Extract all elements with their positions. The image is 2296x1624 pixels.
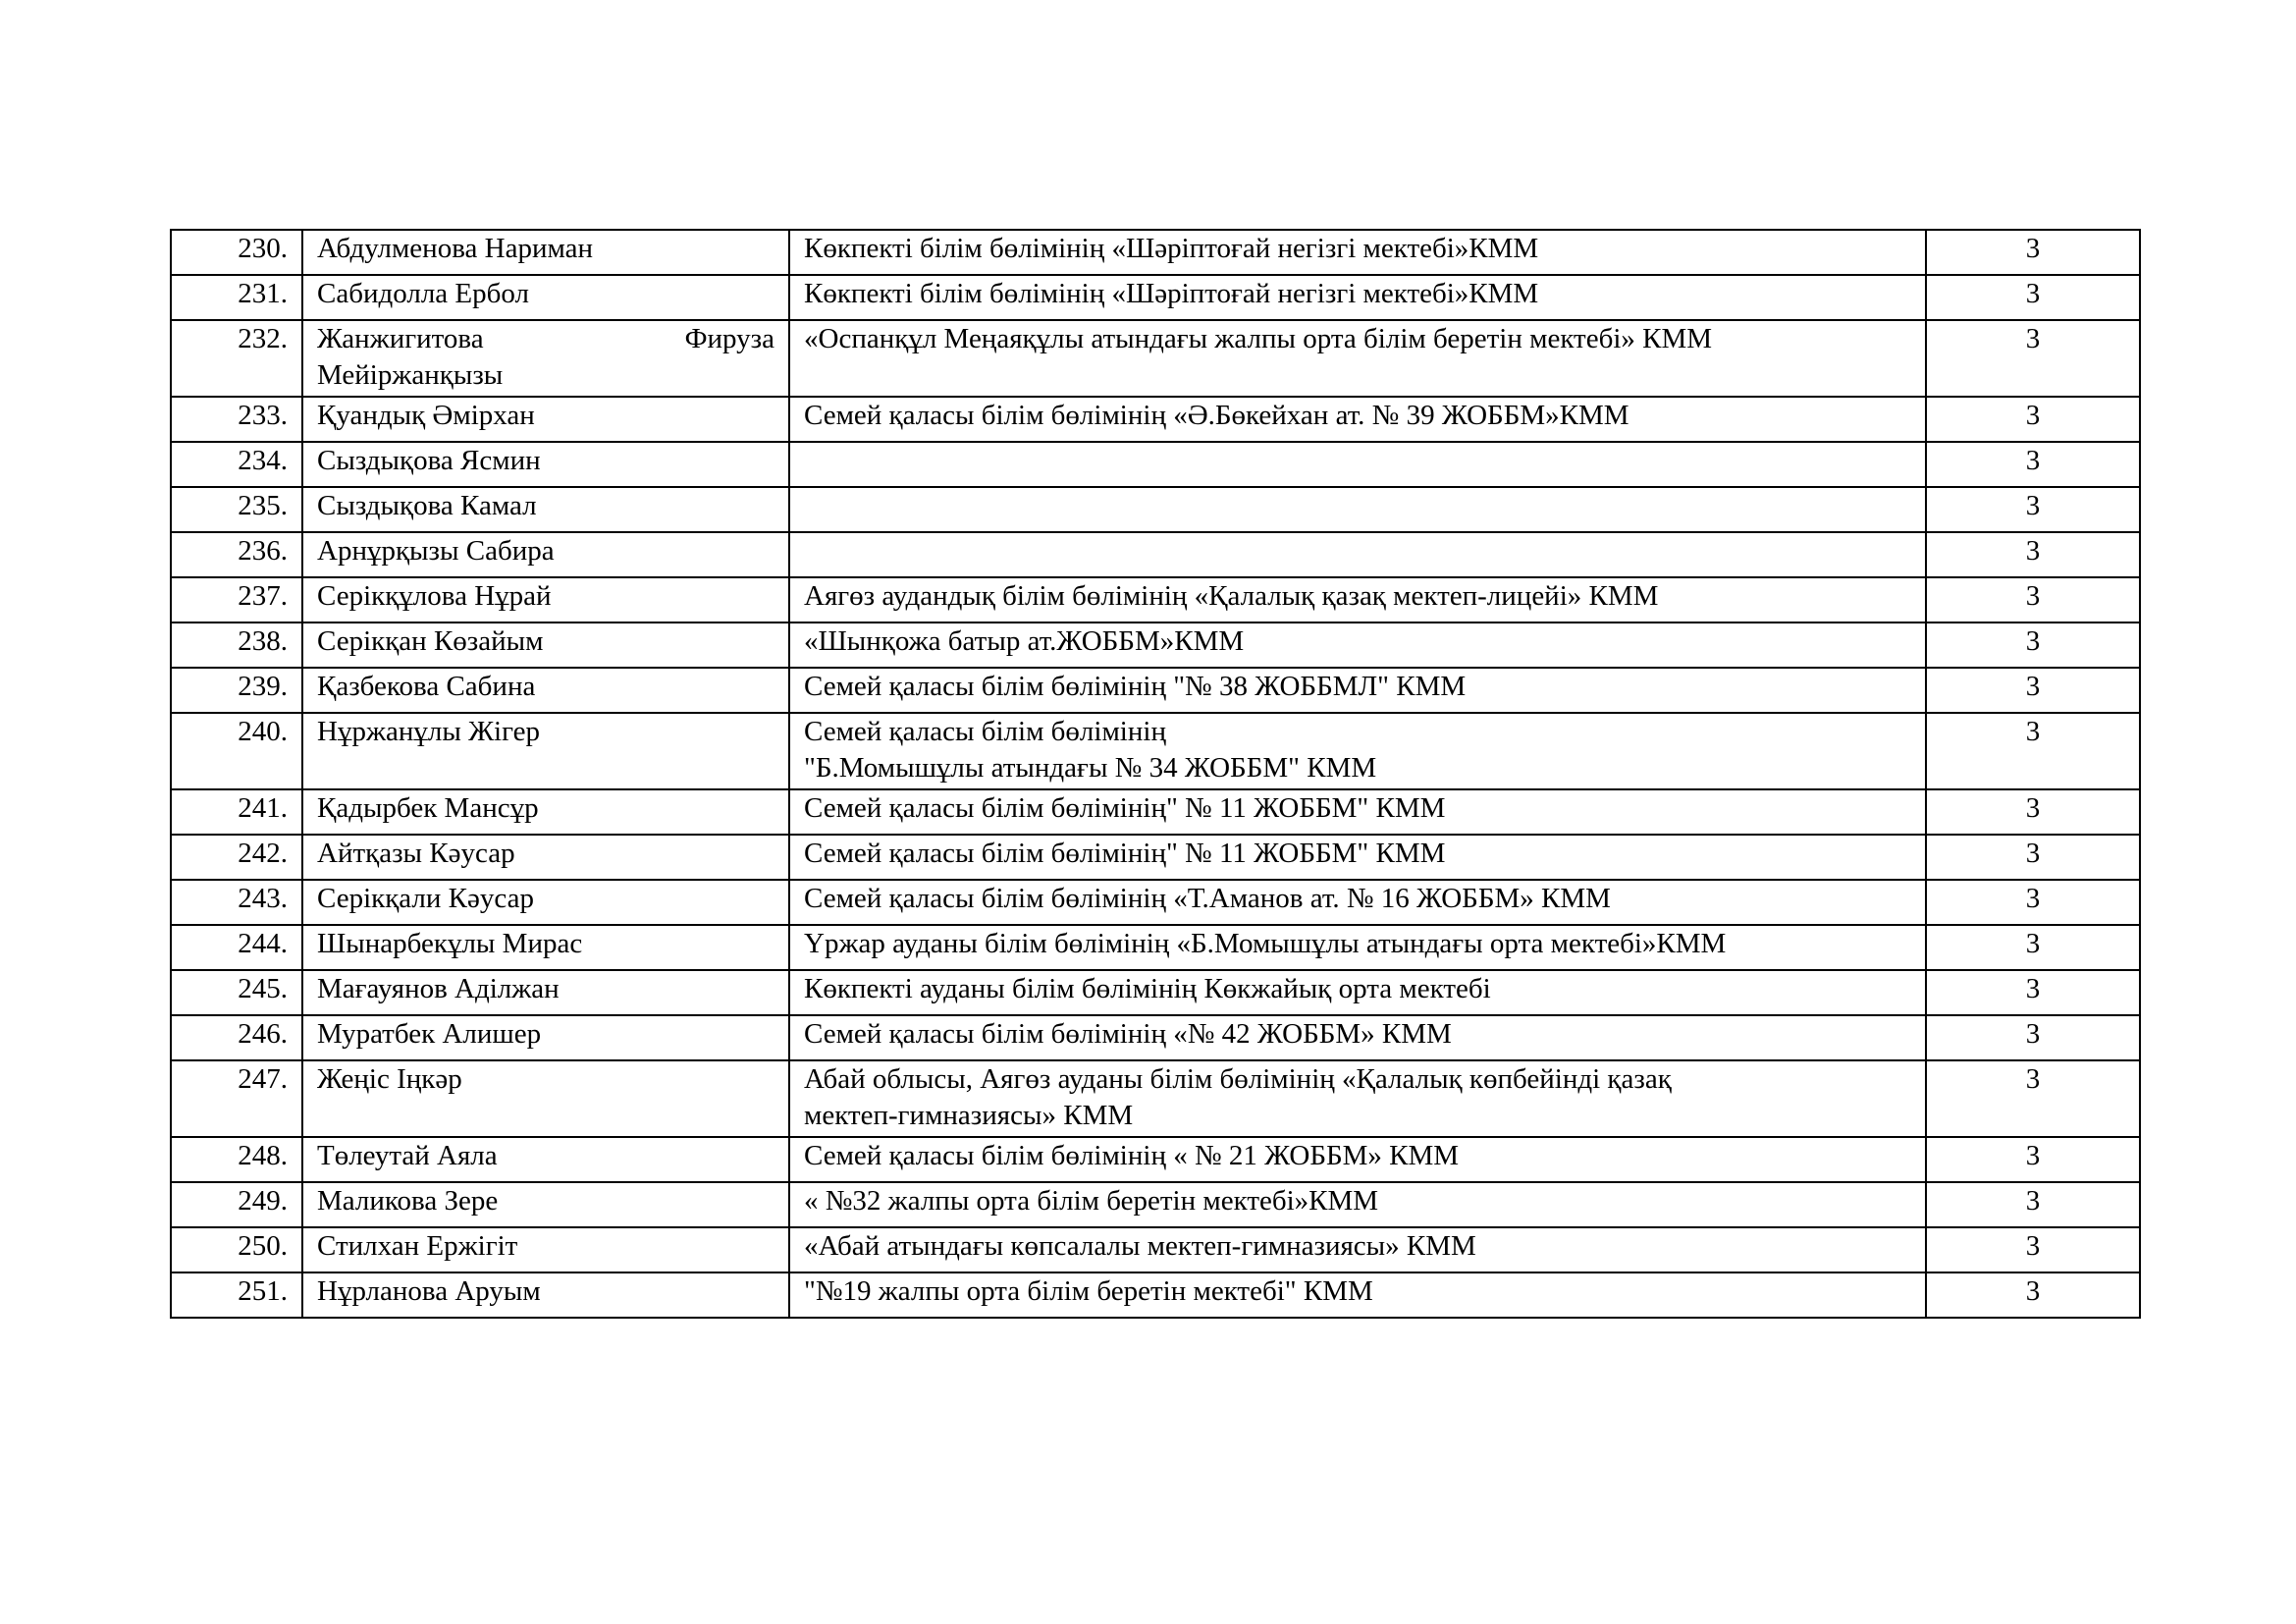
organization-cell: «Оспанқұл Меңаяқұлы атындағы жалпы орта білім беретін мектебі» КММ xyxy=(789,320,1926,397)
row-number-cell: 246. xyxy=(171,1015,302,1060)
name-cell: Жеңіс Іңкәр xyxy=(302,1060,789,1137)
table-row xyxy=(171,925,2140,970)
name-cell: Қазбекова Сабина xyxy=(302,668,789,713)
table-row xyxy=(171,668,2140,713)
organization-cell: «Шынқожа батыр ат.ЖОББМ»КММ xyxy=(789,623,1926,668)
organization-cell: Семей қаласы білім бөлімінің «Т.Аманов ат. № 16 ЖОББМ» КММ xyxy=(789,880,1926,925)
organization-line: Абай облысы, Аягөз ауданы білім бөлімінің «Қалалық көпбейінді қазақ xyxy=(804,1063,1672,1095)
row-number-cell: 232. xyxy=(171,320,302,397)
organization-cell xyxy=(789,532,1926,577)
organization-cell: Көкпекті ауданы білім бөлімінің Көкжайық орта мектебі xyxy=(789,970,1926,1015)
row-number-cell: 238. xyxy=(171,623,302,668)
name-cell: Сыздықова Ясмин xyxy=(302,442,789,487)
name-cell: Серікқали Кәусар xyxy=(302,880,789,925)
table-row xyxy=(171,230,2140,275)
name-cell: Айтқазы Кәусар xyxy=(302,835,789,880)
score-cell: 3 xyxy=(1926,835,2140,880)
name-cell: Төлеутай Аяла xyxy=(302,1137,789,1182)
table-body xyxy=(171,230,2140,1318)
name-cell: Серікқұлова Нұрай xyxy=(302,577,789,623)
score-cell: 3 xyxy=(1926,789,2140,835)
row-number-cell: 236. xyxy=(171,532,302,577)
organization-cell: Семей қаласы білім бөлімінің" № 11 ЖОББМ" КММ xyxy=(789,789,1926,835)
table-row xyxy=(171,577,2140,623)
name-cell: Стилхан Ержігіт xyxy=(302,1227,789,1272)
row-number-cell: 251. xyxy=(171,1272,302,1318)
name-line xyxy=(317,321,774,357)
score-cell: 3 xyxy=(1926,532,2140,577)
name-cell: Серікқан Көзайым xyxy=(302,623,789,668)
name-cell: Сыздықова Камал xyxy=(302,487,789,532)
organization-cell: Семей қаласы білім бөлімінің « № 21 ЖОББМ» КММ xyxy=(789,1137,1926,1182)
score-cell: 3 xyxy=(1926,1227,2140,1272)
table-row xyxy=(171,880,2140,925)
table-row xyxy=(171,1227,2140,1272)
table-row xyxy=(171,789,2140,835)
score-cell: 3 xyxy=(1926,442,2140,487)
score-cell: 3 xyxy=(1926,1015,2140,1060)
organization-cell xyxy=(789,487,1926,532)
row-number-cell: 249. xyxy=(171,1182,302,1227)
row-number-cell: 248. xyxy=(171,1137,302,1182)
row-number-cell: 241. xyxy=(171,789,302,835)
organization-cell: Үржар ауданы білім бөлімінің «Б.Момышұлы атындағы орта мектебі»КММ xyxy=(789,925,1926,970)
score-cell: 3 xyxy=(1926,1182,2140,1227)
name-cell: Маликова Зере xyxy=(302,1182,789,1227)
score-cell: 3 xyxy=(1926,713,2140,789)
name-cell: Абдулменова Нариман xyxy=(302,230,789,275)
name-cell: Нұрланова Аруым xyxy=(302,1272,789,1318)
score-cell: 3 xyxy=(1926,623,2140,668)
participants-table xyxy=(170,229,2141,1319)
row-number-cell: 233. xyxy=(171,397,302,442)
row-number-cell: 234. xyxy=(171,442,302,487)
row-number-cell: 250. xyxy=(171,1227,302,1272)
score-cell: 3 xyxy=(1926,577,2140,623)
name-cell xyxy=(302,320,789,397)
name-cell: Муратбек Алишер xyxy=(302,1015,789,1060)
score-cell: 3 xyxy=(1926,275,2140,320)
organization-cell: Көкпекті білім бөлімінің «Шәріптоғай негізгі мектебі»КММ xyxy=(789,275,1926,320)
organization-cell: «Абай атындағы көпсалалы мектеп-гимназиясы» КММ xyxy=(789,1227,1926,1272)
score-cell: 3 xyxy=(1926,1060,2140,1137)
table-row xyxy=(171,397,2140,442)
table-row xyxy=(171,970,2140,1015)
organization-cell: "№19 жалпы орта білім беретін мектебі" КММ xyxy=(789,1272,1926,1318)
patronymic: Мейіржанқызы xyxy=(317,359,504,391)
organization-cell: Семей қаласы білім бөлімінің" № 11 ЖОББМ" КММ xyxy=(789,835,1926,880)
organization-cell: Семей қаласы білім бөлімінің «Ә.Бөкейхан ат. № 39 ЖОББМ»КММ xyxy=(789,397,1926,442)
table-row xyxy=(171,1272,2140,1318)
table-row xyxy=(171,442,2140,487)
score-cell: 3 xyxy=(1926,1272,2140,1318)
name-cell: Нұржанұлы Жігер xyxy=(302,713,789,789)
organization-cell: « №32 жалпы орта білім беретін мектебі»КММ xyxy=(789,1182,1926,1227)
table-row xyxy=(171,320,2140,397)
surname: Жанжигитова xyxy=(317,323,484,354)
score-cell: 3 xyxy=(1926,320,2140,397)
table-row xyxy=(171,1182,2140,1227)
organization-line: Семей қаласы білім бөлімінің xyxy=(804,716,1166,747)
table-row xyxy=(171,1060,2140,1137)
score-cell: 3 xyxy=(1926,880,2140,925)
score-cell: 3 xyxy=(1926,668,2140,713)
table-row xyxy=(171,1015,2140,1060)
row-number-cell: 242. xyxy=(171,835,302,880)
name-cell: Қадырбек Мансұр xyxy=(302,789,789,835)
row-number-cell: 245. xyxy=(171,970,302,1015)
name-cell: Арнұрқызы Сабира xyxy=(302,532,789,577)
row-number-cell: 244. xyxy=(171,925,302,970)
row-number-cell: 235. xyxy=(171,487,302,532)
table-row xyxy=(171,713,2140,789)
row-number-cell: 243. xyxy=(171,880,302,925)
score-cell: 3 xyxy=(1926,397,2140,442)
organization-cell: Семей қаласы білім бөлімінің «№ 42 ЖОББМ» КММ xyxy=(789,1015,1926,1060)
row-number-cell: 237. xyxy=(171,577,302,623)
name-cell: Мағауянов Аділжан xyxy=(302,970,789,1015)
table-row xyxy=(171,1137,2140,1182)
organization-cell: Аягөз аудандық білім бөлімінің «Қалалық қазақ мектеп-лицейі» КММ xyxy=(789,577,1926,623)
row-number-cell: 230. xyxy=(171,230,302,275)
score-cell: 3 xyxy=(1926,925,2140,970)
row-number-cell: 247. xyxy=(171,1060,302,1137)
table-row xyxy=(171,487,2140,532)
row-number-cell: 231. xyxy=(171,275,302,320)
score-cell: 3 xyxy=(1926,230,2140,275)
organization-cell: Семей қаласы білім бөлімінің "№ 38 ЖОББМЛ" КММ xyxy=(789,668,1926,713)
score-cell: 3 xyxy=(1926,487,2140,532)
name-cell: Қуандық Әмірхан xyxy=(302,397,789,442)
organization-cell xyxy=(789,442,1926,487)
table-row xyxy=(171,835,2140,880)
name-cell: Сабидолла Ербол xyxy=(302,275,789,320)
table-row xyxy=(171,532,2140,577)
row-number-cell: 239. xyxy=(171,668,302,713)
table-row xyxy=(171,623,2140,668)
name-cell: Шынарбекұлы Мирас xyxy=(302,925,789,970)
organization-line: мектеп-гимназиясы» КММ xyxy=(804,1100,1134,1131)
organization-cell: Көкпекті білім бөлімінің «Шәріптоғай негізгі мектебі»КММ xyxy=(789,230,1926,275)
organization-cell xyxy=(789,1060,1926,1137)
first-name: Фируза xyxy=(684,323,774,354)
organization-line: "Б.Момышұлы атындағы № 34 ЖОББМ" КММ xyxy=(804,752,1377,784)
score-cell: 3 xyxy=(1926,1137,2140,1182)
score-cell: 3 xyxy=(1926,970,2140,1015)
row-number-cell: 240. xyxy=(171,713,302,789)
table-row xyxy=(171,275,2140,320)
organization-cell xyxy=(789,713,1926,789)
